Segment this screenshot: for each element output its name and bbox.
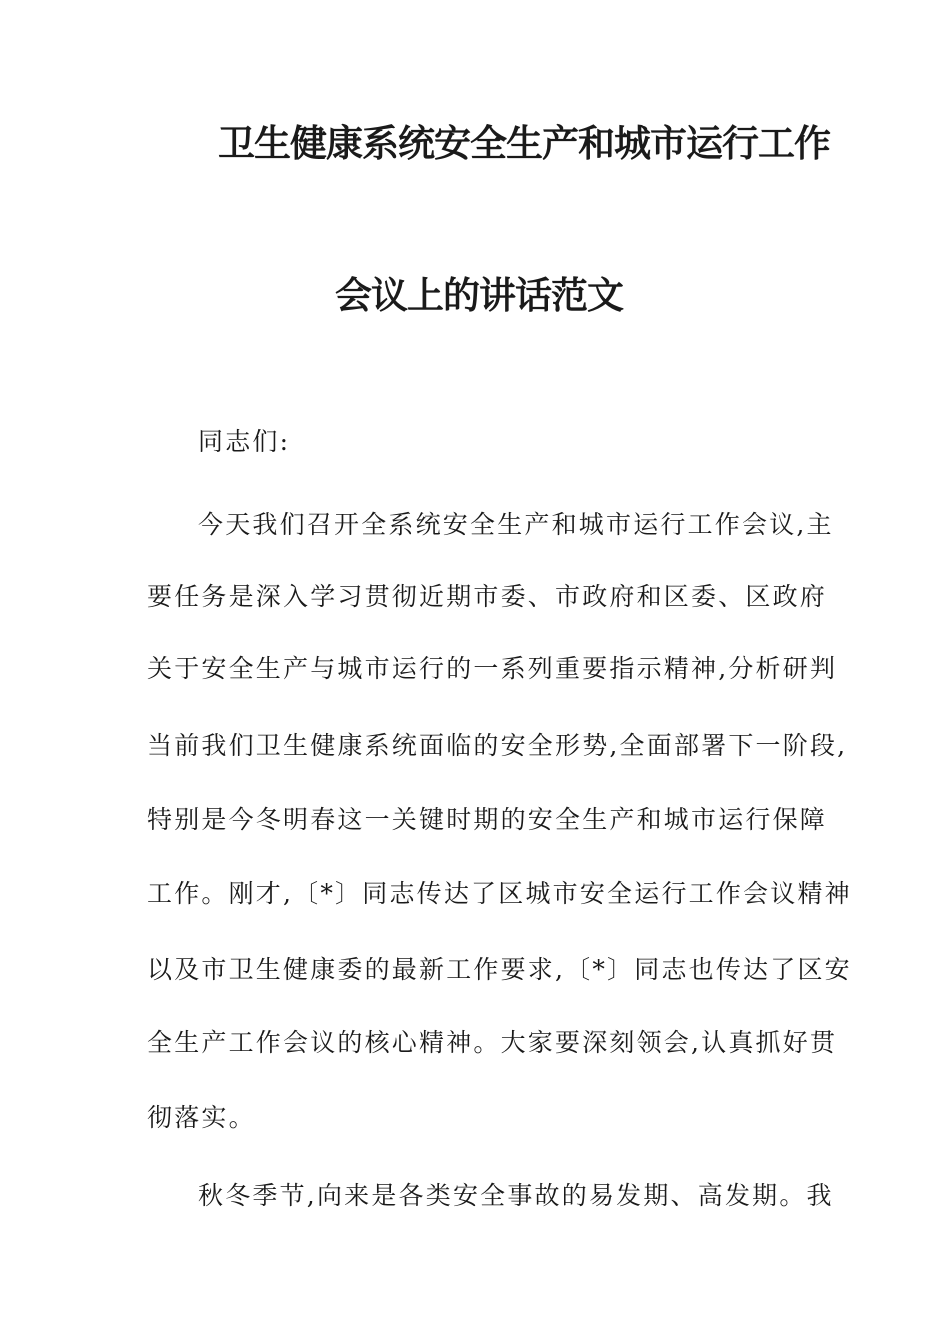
body-line: 全生产工作会议的核心精神。大家要深刻领会,认真抓好贯 — [147, 1028, 838, 1057]
body-line: 以及市卫生健康委的最新工作要求,〔*〕同志也传达了区安 — [147, 955, 852, 984]
body-line: 要任务是深入学习贯彻近期市委、市政府和区委、区政府 — [147, 582, 828, 611]
salutation: 同志们: — [198, 427, 291, 456]
body-line: 特别是今冬明春这一关键时期的安全生产和城市运行保障 — [147, 805, 828, 834]
body-line: 秋冬季节,向来是各类安全事故的易发期、高发期。我 — [198, 1181, 834, 1210]
body-line: 关于安全生产与城市运行的一系列重要指示精神,分析研判 — [147, 654, 838, 683]
body-line: 工作。刚才,〔*〕同志传达了区城市安全运行工作会议精神 — [147, 879, 852, 908]
body-line: 彻落实。 — [147, 1103, 256, 1132]
document-title-line-2: 会议上的讲话范文 — [335, 274, 623, 317]
body-line: 当前我们卫生健康系统面临的安全形势,全面部署下一阶段, — [147, 731, 848, 760]
body-line: 今天我们召开全系统安全生产和城市运行工作会议,主 — [198, 510, 834, 539]
document-title-line-1: 卫生健康系统安全生产和城市运行工作 — [218, 122, 830, 165]
